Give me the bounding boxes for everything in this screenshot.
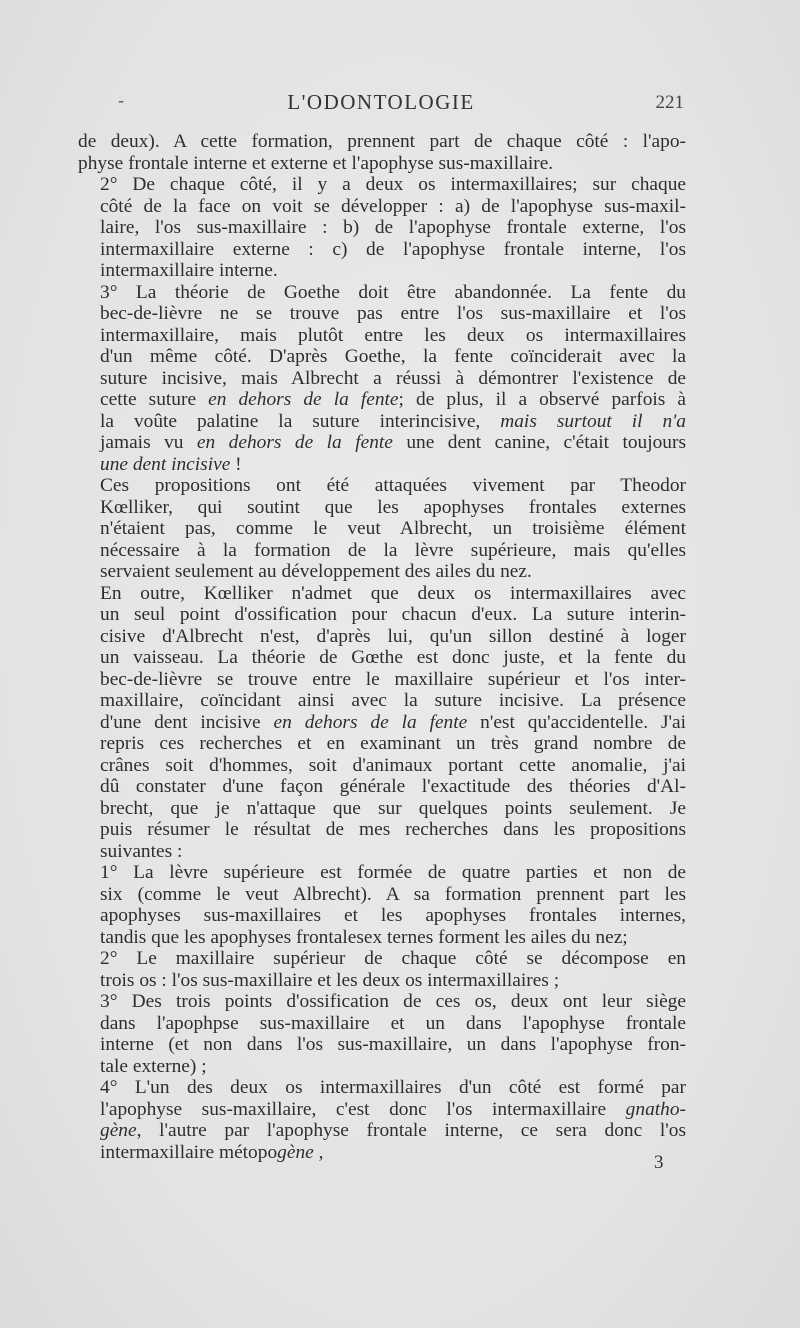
text-line: un vaisseau. La théorie de Gœthe est donc juste, et la fente du [100, 647, 686, 668]
text-line: trois os : l'os sus-maxillaire et les deux os intermaxillaires ; [100, 969, 560, 991]
text-line: suivantes : [100, 840, 183, 862]
text-line: un seul point d'ossification pour chacun d'eux. La suture interin- [100, 604, 686, 625]
text-line: dans l'apophpse sus-maxillaire et un dans l'apophyse frontale [100, 1012, 686, 1034]
text-line: 2° De chaque côté, il y a deux os intermaxillaires; sur chaque [100, 174, 686, 195]
paragraph [78, 583, 686, 863]
text-line: tale externe) ; [100, 1055, 207, 1077]
paragraph [78, 862, 686, 948]
text-line: crânes soit d'hommes, soit d'animaux portant cette anomalie, j'ai [100, 754, 686, 776]
text-line: 4° L'un des deux os intermaxillaires d'un côté est formé par [100, 1077, 686, 1098]
text-line: cisive d'Albrecht n'est, d'après lui, qu'un sillon destiné à loger [100, 625, 686, 647]
text-line: physe frontale interne et externe et l'apophyse sus-maxillaire. [78, 152, 554, 174]
paragraph [78, 1077, 686, 1163]
text-line: 1° La lèvre supérieure est formée de quatre parties et non de [100, 862, 686, 883]
text-line: interne (et non dans l'os sus-maxillaire, un dans l'apophyse fron- [100, 1034, 686, 1055]
paragraph [78, 131, 686, 174]
text-line: Kœlliker, qui soutint que les apophyses frontales externes [100, 496, 686, 518]
text-line: 3° Des trois points d'ossification de ces os, deux ont leur siège [100, 991, 686, 1012]
text-line: intermaxillaire externe : c) de l'apophyse frontale interne, l'os [100, 238, 686, 260]
text-line: six (comme le veut Albrecht). A sa formation prennent part les [100, 883, 686, 905]
text-line: d'une dent incisive en dehors de la fente n'est qu'accidentelle. J'ai [100, 711, 686, 733]
text-line: suture incisive, mais Albrecht a réussi à démontrer l'existence de [100, 367, 686, 389]
text-line: puis résumer le résultat de mes recherches dans les propositions [100, 819, 686, 840]
text-line: d'un même côté. D'après Goethe, la fente coïnciderait avec la [100, 346, 686, 367]
body-text [78, 131, 686, 1163]
text-line: jamais vu en dehors de la fente une dent canine, c'était toujours [100, 432, 687, 453]
text-line: intermaxillaire, mais plutôt entre les deux os intermaxillaires [100, 324, 686, 346]
text-line: gène, l'autre par l'apophyse frontale interne, ce sera donc l'os [100, 1120, 686, 1141]
text-line: une dent incisive ! [100, 453, 242, 475]
header-dash: - [118, 90, 124, 110]
paragraph [78, 475, 686, 583]
text-line: intermaxillaire métopogène , [100, 1141, 324, 1163]
text-line: l'apophyse sus-maxillaire, c'est donc l'os intermaxillaire gnatho- [100, 1098, 686, 1120]
page-number: 221 [655, 92, 684, 113]
text-line: En outre, Kœlliker n'admet que deux os intermaxillaires avec [100, 582, 686, 604]
text-line: maxillaire, coïncidant ainsi avec la suture incisive. La présence [100, 690, 686, 711]
text-line: Ces propositions ont été attaquées vivement par Theodor [100, 475, 686, 496]
text-line: apophyses sus-maxillaires et les apophyses frontales internes, [100, 905, 686, 926]
text-line: dû constater d'une façon générale l'exactitude des théories d'Al- [100, 776, 686, 797]
text-line: bec-de-lièvre se trouve entre le maxillaire supérieur et l'os inter- [100, 668, 686, 690]
running-title: L'ODONTOLOGIE [287, 90, 475, 114]
text-line: côté de la face on voit se développer : a) de l'apophyse sus-maxil- [100, 195, 686, 217]
page-header [78, 90, 684, 120]
text-line: de deux). A cette formation, prennent part de chaque côté : l'apo- [78, 131, 686, 152]
text-line: repris ces recherches et en examinant un très grand nombre de [100, 733, 686, 754]
paragraph [78, 282, 686, 476]
text-line: bec-de-lièvre ne se trouve pas entre l'os sus-maxillaire et l'os [100, 303, 686, 324]
text-line: servaient seulement au développement des ailes du nez. [100, 561, 532, 582]
text-line: cette suture en dehors de la fente; de plus, il a observé parfois à [100, 389, 686, 410]
text-line: tandis que les apophyses frontalesex ternes forment les ailes du nez; [100, 926, 628, 948]
paragraph [78, 948, 686, 991]
text-line: 2° Le maxillaire supérieur de chaque côté se décompose en [100, 948, 686, 969]
paragraph [78, 991, 686, 1077]
paragraph [78, 174, 686, 282]
text-line: brecht, que je n'attaque que sur quelques points seulement. Je [100, 797, 686, 819]
text-line: n'étaient pas, comme le veut Albrecht, un troisième élément [100, 518, 686, 539]
text-line: intermaxillaire interne. [100, 260, 278, 281]
text-line: nécessaire à la formation de la lèvre supérieure, mais qu'elles [100, 539, 686, 561]
text-line: laire, l'os sus-maxillaire : b) de l'apophyse frontale externe, l'os [100, 217, 686, 238]
text-line: 3° La théorie de Goethe doit être abandonnée. La fente du [100, 281, 686, 303]
signature-mark: 3 [654, 1152, 664, 1173]
text-line: la voûte palatine la suture interincisive, mais surtout il n'a [100, 410, 686, 432]
